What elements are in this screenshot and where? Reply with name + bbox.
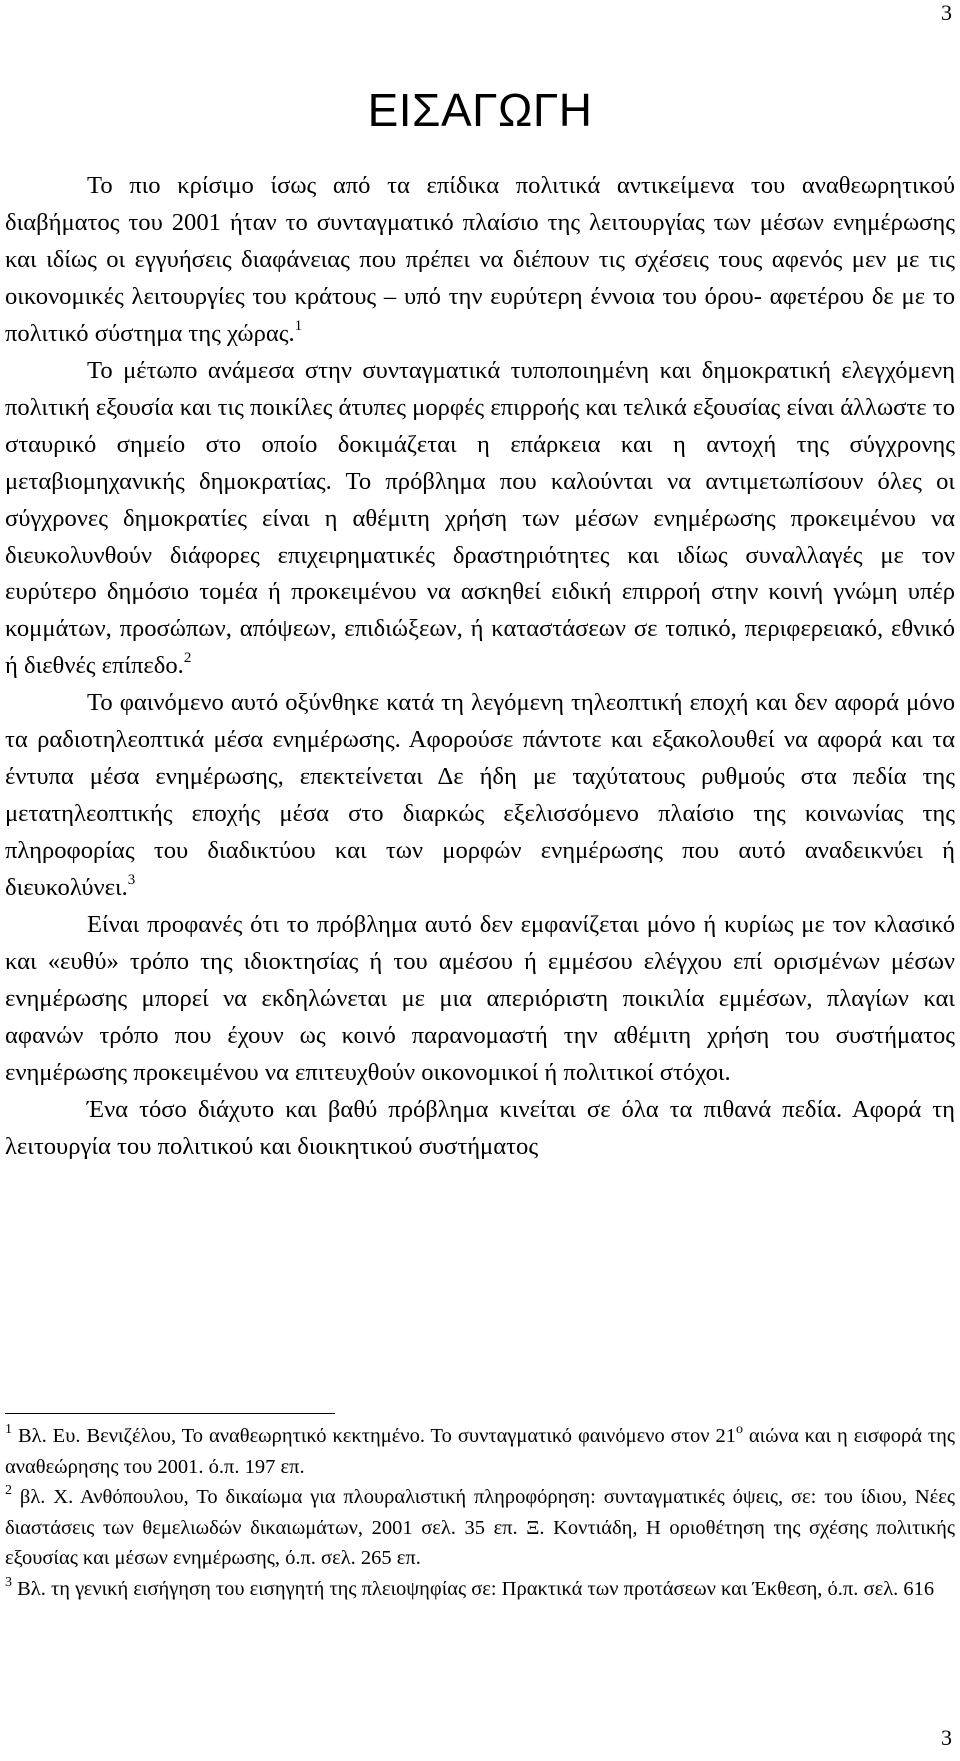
footnote-ref-2[interactable]: 2 — [183, 650, 192, 667]
paragraph-text: Είναι προφανές ότι το πρόβλημα αυτό δεν εμφανίζεται μόνο ή κυρίως με τον κλασικό και «ευθύ» τρόπο της ιδιοκτησίας ή του αμέσου ή εμμέσου ελέγχου επί ορισμένων μέσων ενημέρωσης μπορεί να εκδηλώνεται με μια απεριόριστη ποικιλία εμμέσων, πλαγίων και αφανών τρόπο που έχουν ως κοινό παρανομαστή την αθέμιτη χρήση του συστήματος ενημέρωσης προκειμένου να επιτευχθούν οικονομικοί ή πολιτικοί στόχοι. — [5, 911, 955, 1086]
page-number-top: 3 — [941, 0, 952, 25]
paragraph-1 — [5, 168, 955, 353]
paragraph-3 — [5, 685, 955, 907]
footnote-ref-3[interactable]: 3 — [127, 872, 136, 889]
paragraph-text: Ένα τόσο διάχυτο και βαθύ πρόβλημα κινείται σε όλα τα πιθανά πεδία. Αφορά τη λειτουργία του πολιτικού και διοικητικού συστήματος — [5, 1095, 955, 1160]
paragraph-text: Το φαινόμενο αυτό οξύνθηκε κατά τη λεγόμενη τηλεοπτική εποχή και δεν αφορά μόνο τα ραδιοτηλεοπτικά μέσα ενημέρωσης. Αφορούσε πάντοτε και εξακολουθεί να αφορά και τα έντυπα μέσα ενημέρωσης, επεκτείνεται Δε ήδη με ταχύτατους ρυθμούς στα πεδία της μετατηλεοπτικής εποχής μέσα στο διαρκώς εξελισσόμενο πλαίσιο της κοινωνίας της πληροφορίας του διαδικτύου και των μορφών ενημέρωσης που αυτό αναδεικνύει ή διευκολύνει. — [5, 689, 955, 902]
footnote-1 — [5, 1421, 955, 1482]
footnote-separator — [5, 1413, 335, 1414]
footnote-3 — [5, 1574, 955, 1605]
paragraph-2 — [5, 353, 955, 686]
footnote-mark: 2 — [5, 1483, 12, 1499]
paragraph-text: Το πιο κρίσιμο ίσως από τα επίδικα πολιτικά αντικείμενα του αναθεωρητικού διαβήματος του 2001 ήταν το συνταγματικό πλαίσιο της λειτουργίας των μέσων ενημέρωσης και ιδίως οι εγγυήσεις διαφάνειας που πρέπει να διέπουν τις σχέσεις τους αφενός μεν με τις οικονομικές λειτουργίες του κράτους – υπό την ευρύτερη έννοια του όρου- αφετέρου δε με το πολιτικό σύστημα της χώρας. — [5, 172, 955, 347]
paragraph-5 — [5, 1092, 955, 1166]
footnote-ordinal: ο — [735, 1422, 743, 1437]
footnote-mark: 3 — [5, 1574, 12, 1590]
chapter-title: ΕΙΣΑΓΩΓΗ — [367, 84, 593, 136]
footnote-text-cont: αιώνα και η εισφορά της αναθεώρησης του 2001. ό.π. 197 επ. — [5, 1425, 955, 1478]
footnote-mark: 1 — [5, 1422, 12, 1437]
footnote-text: βλ. Χ. Ανθόπουλου, Το δικαίωμα για πλουραλιστική πληροφόρηση: συνταγματικές όψεις, σε: του ίδιου, Νέες διαστάσεις των θεμελιωδών δικαιωμάτων, 2001 σελ. 35 επ. Ξ. Κοντιάδη, Η οριοθέτηση της σχέσης πολιτικής εξουσίας και μέσων ενημέρωσης, ό.π. σελ. 265 επ. — [5, 1486, 955, 1570]
footnote-2 — [5, 1482, 955, 1574]
page-number-bottom: 3 — [941, 1725, 952, 1750]
paragraph-text: Το μέτωπο ανάμεσα στην συνταγματικά τυποποιημένη και δημοκρατική ελεγχόμενη πολιτική εξουσία και τις ποικίλες άτυπες μορφές επιρροής και τελικά εξουσίας είναι άλλωστε το σταυρικό σημείο στο οποίο δοκιμάζεται η επάρκεια και η αντοχή της σύγχρονης μεταβιομηχανικής δημοκρατίας. Το πρόβλημα που καλούνται να αντιμετωπίσουν όλες οι σύγχρονες δημοκρατίες είναι η αθέμιτη χρήση των μέσων ενημέρωσης προκειμένου να διευκολυνθούν διάφορες επιχειρηματικές δραστηριότητες και ιδίως συναλλαγές με τον ευρύτερο δημόσιο τομέα ή προκειμένου να ασκηθεί ειδική επιρροή στην κοινή γνώμη υπέρ κομμάτων, προσώπων, απόψεων, επιδιώξεων, ή καταστάσεων σε τοπικό, περιφερειακό, εθνικό ή διεθνές επίπεδο. — [5, 356, 955, 680]
footnotes — [5, 1421, 955, 1605]
footnote-text: Βλ. Ευ. Βενιζέλου, Το αναθεωρητικό κεκτημένο. Το συνταγματικό φαινόμενο στον 21 — [12, 1425, 736, 1447]
paragraph-4 — [5, 907, 955, 1092]
footnote-text: Βλ. τη γενική εισήγηση του εισηγητή της πλειοψηφίας σε: Πρακτικά των προτάσεων και Έκθεση, ό.π. σελ. 616 — [12, 1577, 935, 1600]
footnote-ref-1[interactable]: 1 — [294, 317, 303, 334]
body-text — [5, 168, 955, 1166]
